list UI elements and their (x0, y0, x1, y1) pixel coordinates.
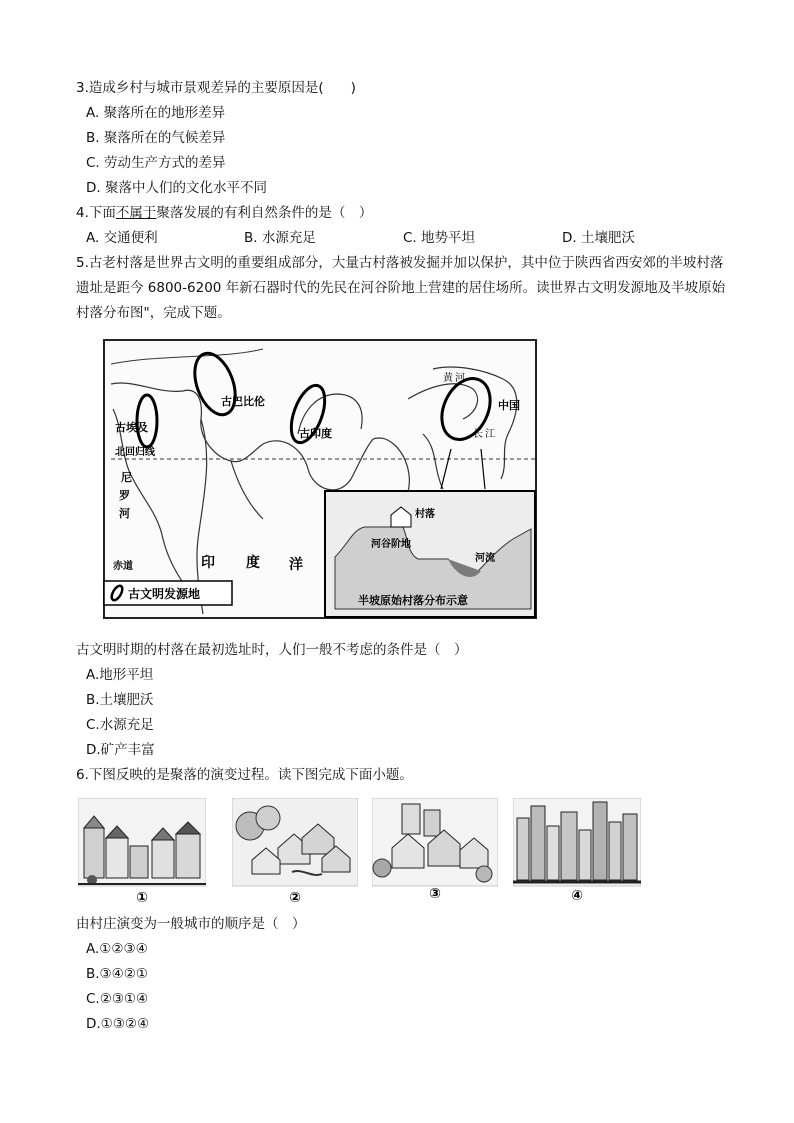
q4-option-b: B. 水源充足 (244, 230, 316, 246)
map-label-equator: 赤道 (113, 561, 133, 572)
q5-option-c: C.水源充足 (86, 717, 154, 733)
q6-intro: 6.下图反映的是聚落的演变过程。读下图完成下面小题。 (76, 767, 413, 783)
map-label-yellow-river-2: 河 (455, 373, 465, 384)
map-label-india: 古印度 (299, 427, 332, 440)
q4-stem-emphasis: 不属于 (115, 205, 157, 221)
settlement-image-2 (232, 798, 358, 906)
q5-question: 古文明时期的村落在最初选址时，人们一般不考虑的条件是（ ） (76, 642, 468, 658)
map-legend-label: 古文明发源地 (128, 587, 201, 601)
map-label-yangtze-1: 长 (473, 429, 483, 440)
map-label-babylon: 古巴比伦 (221, 395, 265, 408)
map-label-yellow-river-1: 黄 (443, 373, 453, 384)
q6-option-c: C.②③①④ (86, 991, 149, 1007)
settlement-image-3 (372, 798, 498, 906)
q5-option-d: D.矿产丰富 (86, 742, 155, 758)
q4-stem (76, 203, 372, 223)
map-label-ocean-1: 印 (201, 555, 215, 571)
q6-question: 由村庄演变为一般城市的顺序是（ ） (76, 916, 306, 932)
q4-option-a: A. 交通便利 (86, 230, 158, 246)
q3-option-d: D. 聚落中人们的文化水平不同 (86, 180, 267, 196)
settlement-caption-4: ④ (571, 888, 583, 904)
q4-option-c: C. 地势平坦 (403, 230, 476, 246)
q6-option-d: D.①③②④ (86, 1016, 150, 1032)
q5-option-a: A.地形平坦 (86, 667, 154, 683)
q4-option-d: D. 土壤肥沃 (562, 230, 635, 246)
map-label-ocean-2: 度 (246, 555, 260, 571)
q5-intro: 5.古老村落是世界古文明的重要组成部分，大量古村落被发掘并加以保护，其中位于陕西省西安郊的半坡村落遗址是距今 6800-6200 年新石器时代的先民在河谷阶地上营建的居住场所。读世界古文明发源地及半坡原始村落分布图"，完成下题。 (76, 255, 726, 321)
map-legend (104, 581, 232, 605)
q5-option-b: B.土壤肥沃 (86, 692, 154, 708)
settlement-caption-1: ① (136, 890, 148, 906)
q3-option-c: C. 劳动生产方式的差异 (86, 155, 226, 171)
q3-stem: 3.造成乡村与城市景观差异的主要原因是( ) (76, 80, 356, 96)
settlement-caption-2: ② (289, 890, 301, 906)
inset-label-terrace: 河谷阶地 (371, 539, 411, 550)
map-label-ocean-3: 洋 (289, 557, 303, 573)
inset-caption: 半坡原始村落分布示意 (358, 594, 468, 607)
map-label-nile-3: 河 (119, 507, 130, 520)
settlement-image-1 (78, 798, 206, 906)
settlement-caption-3: ③ (429, 886, 441, 902)
q4-stem-pre: 4.下面 (76, 205, 116, 221)
banpo-inset (325, 491, 535, 617)
map-label-nile-2: 罗 (119, 489, 130, 502)
map-label-tropic: 北回归线 (115, 447, 155, 458)
map-label-yangtze-2: 江 (485, 429, 495, 440)
q4-stem-post: 聚落发展的有利自然条件的是（ ） (156, 205, 373, 221)
map-label-china: 中国 (498, 399, 520, 412)
q4-options (86, 228, 646, 248)
q3-option-b: B. 聚落所在的气候差异 (86, 130, 226, 146)
inset-label-village: 村落 (415, 509, 435, 520)
settlement-image-4 (513, 798, 641, 906)
map-label-egypt: 古埃及 (115, 421, 148, 434)
map-label-nile-1: 尼 (121, 471, 132, 484)
inset-label-river: 河流 (475, 553, 495, 564)
ancient-civilization-map (103, 339, 537, 619)
q6-option-b: B.③④②① (86, 966, 148, 982)
q3-option-a: A. 聚落所在的地形差异 (86, 105, 226, 121)
q6-option-a: A.①②③④ (86, 941, 148, 957)
